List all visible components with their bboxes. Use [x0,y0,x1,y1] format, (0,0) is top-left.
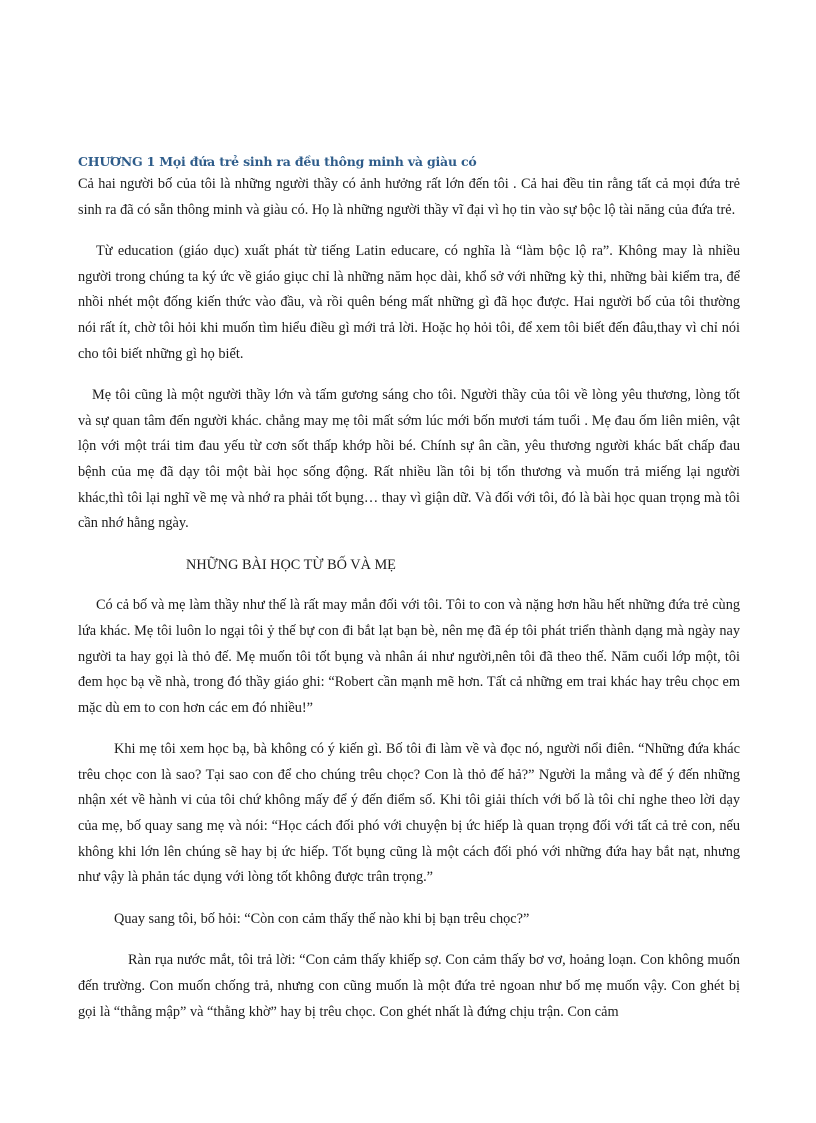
chapter-title: CHƯƠNG 1 Mọi đứa trẻ sinh ra đều thông minh và giàu có [78,154,477,169]
paragraph-lessons: Có cả bố và mẹ làm thầy như thế là rất may mắn đối với tôi. Tôi to con và nặng hơn hầu hết những đứa trẻ cùng lứa khác. Mẹ tôi luôn lo ngại tôi ỷ thế bự con đi bắt lạt bạn bè, nên mẹ đã ép tôi phát triển thành dạng mà ngày nay người ta hay gọi là thỏ đế. Mẹ muốn tôi tốt bụng và nhân ái như người,nên tôi đã theo thế. Năm cuối lớp một, tôi đem học bạ về nhà, trong đó thầy giáo ghi: “Robert cần mạnh mẽ hơn. Tất cả những em trai khác hay trêu chọc em mặc dù em to con hơn các em đó nhiều!” [78,597,740,716]
section-heading: NHỮNG BÀI HỌC TỪ BỐ VÀ MẸ [186,556,396,573]
paragraph-education: Từ education (giáo dục) xuất phát từ tiếng Latin educare, có nghĩa là “làm bộc lộ ra”. Không may là nhiều người trong chúng ta ký ức về giáo giục chỉ là những năm học dài, khổ sở với những kỳ thi, những bài kiểm tra, để nhồi nhét một đống kiến thức vào đầu, và rồi quên béng mất những gì đã học được. Hai người bố của tôi thường nói rất ít, chờ tôi hỏi khi muốn tìm hiểu điều gì mới trả lời. Hoặc họ hỏi tôi, để xem tôi biết đến đâu,thay vì chỉ nói cho tôi biết những gì họ biết. [78,243,740,362]
paragraph-intro: Cả hai người bố của tôi là những người thầy có ảnh hưởng rất lớn đến tôi . Cả hai đều tin rằng tất cả mọi đứa trẻ sinh ra đã có sẵn thông minh và giàu có. Họ là những người thầy vĩ đại vì họ tin vào sự bộc lộ tài năng của đứa trẻ. [78,176,740,218]
paragraph-father-question: Quay sang tôi, bố hỏi: “Còn con cảm thấy thế nào khi bị bạn trêu chọc?” [114,910,530,927]
document-body [78,152,740,1041]
paragraph-mother: Mẹ tôi cũng là một người thầy lớn và tấm gương sáng cho tôi. Người thầy của tôi về lòng yêu thương, lòng tốt và sự quan tâm đến người khác. chẳng may mẹ tôi mất sớm lúc mới bốn mươi tám tuổi . Mẹ đau ốm liên miên, vật lộn với một trái tim đau yếu từ cơn sốt thấp khớp hồi bé. Chính sự ân cần, yêu thương người khác bất chấp đau bệnh của mẹ đã dạy tôi một bài học sống động. Rất nhiều lần tôi bị tổn thương và muốn trả miếng lại người khác,thì tôi lại nghĩ về mẹ và nhớ ra phải tốt bụng… thay vì giận dữ. Và đối với tôi, đó là bài học quan trọng mà tôi cần nhớ hằng ngày. [78,387,740,532]
paragraph-report-card: Khi mẹ tôi xem học bạ, bà không có ý kiến gì. Bố tôi đi làm về và đọc nó, người nổi điên. “Những đứa khác trêu chọc con là sao? Tại sao con để cho chúng trêu chọc? Con là thỏ đế hả?” Người la mắng và để ý đến những nhận xét về hành vi của tôi chứ không mấy để ý đến điểm số. Khi tôi giải thích với bố là tôi chỉ nghe theo lời dạy của mẹ, bố quay sang mẹ và nói: “Học cách đối phó với chuyện bị ức hiếp là quan trọng đối với tất cả trẻ con, nếu không khi lớn lên chúng sẽ hay bị ức hiếp. Tốt bụng cũng là một cách đối phó với những đứa hay bắt nạt, nhưng như vậy là phản tác dụng với lòng tốt không được trân trọng.” [78,741,740,886]
paragraph-answer: Ràn rụa nước mắt, tôi trả lời: “Con cảm thấy khiếp sợ. Con cảm thấy bơ vơ, hoảng loạn. Con không muốn đến trường. Con muốn chống trả, nhưng con cũng muốn là một đứa trẻ ngoan như bố mẹ muốn vậy. Con ghét bị gọi là “thằng mập” và “thằng khờ” hay bị trêu chọc. Con ghét nhất là đứng chịu trận. Con cảm [78,952,740,1020]
